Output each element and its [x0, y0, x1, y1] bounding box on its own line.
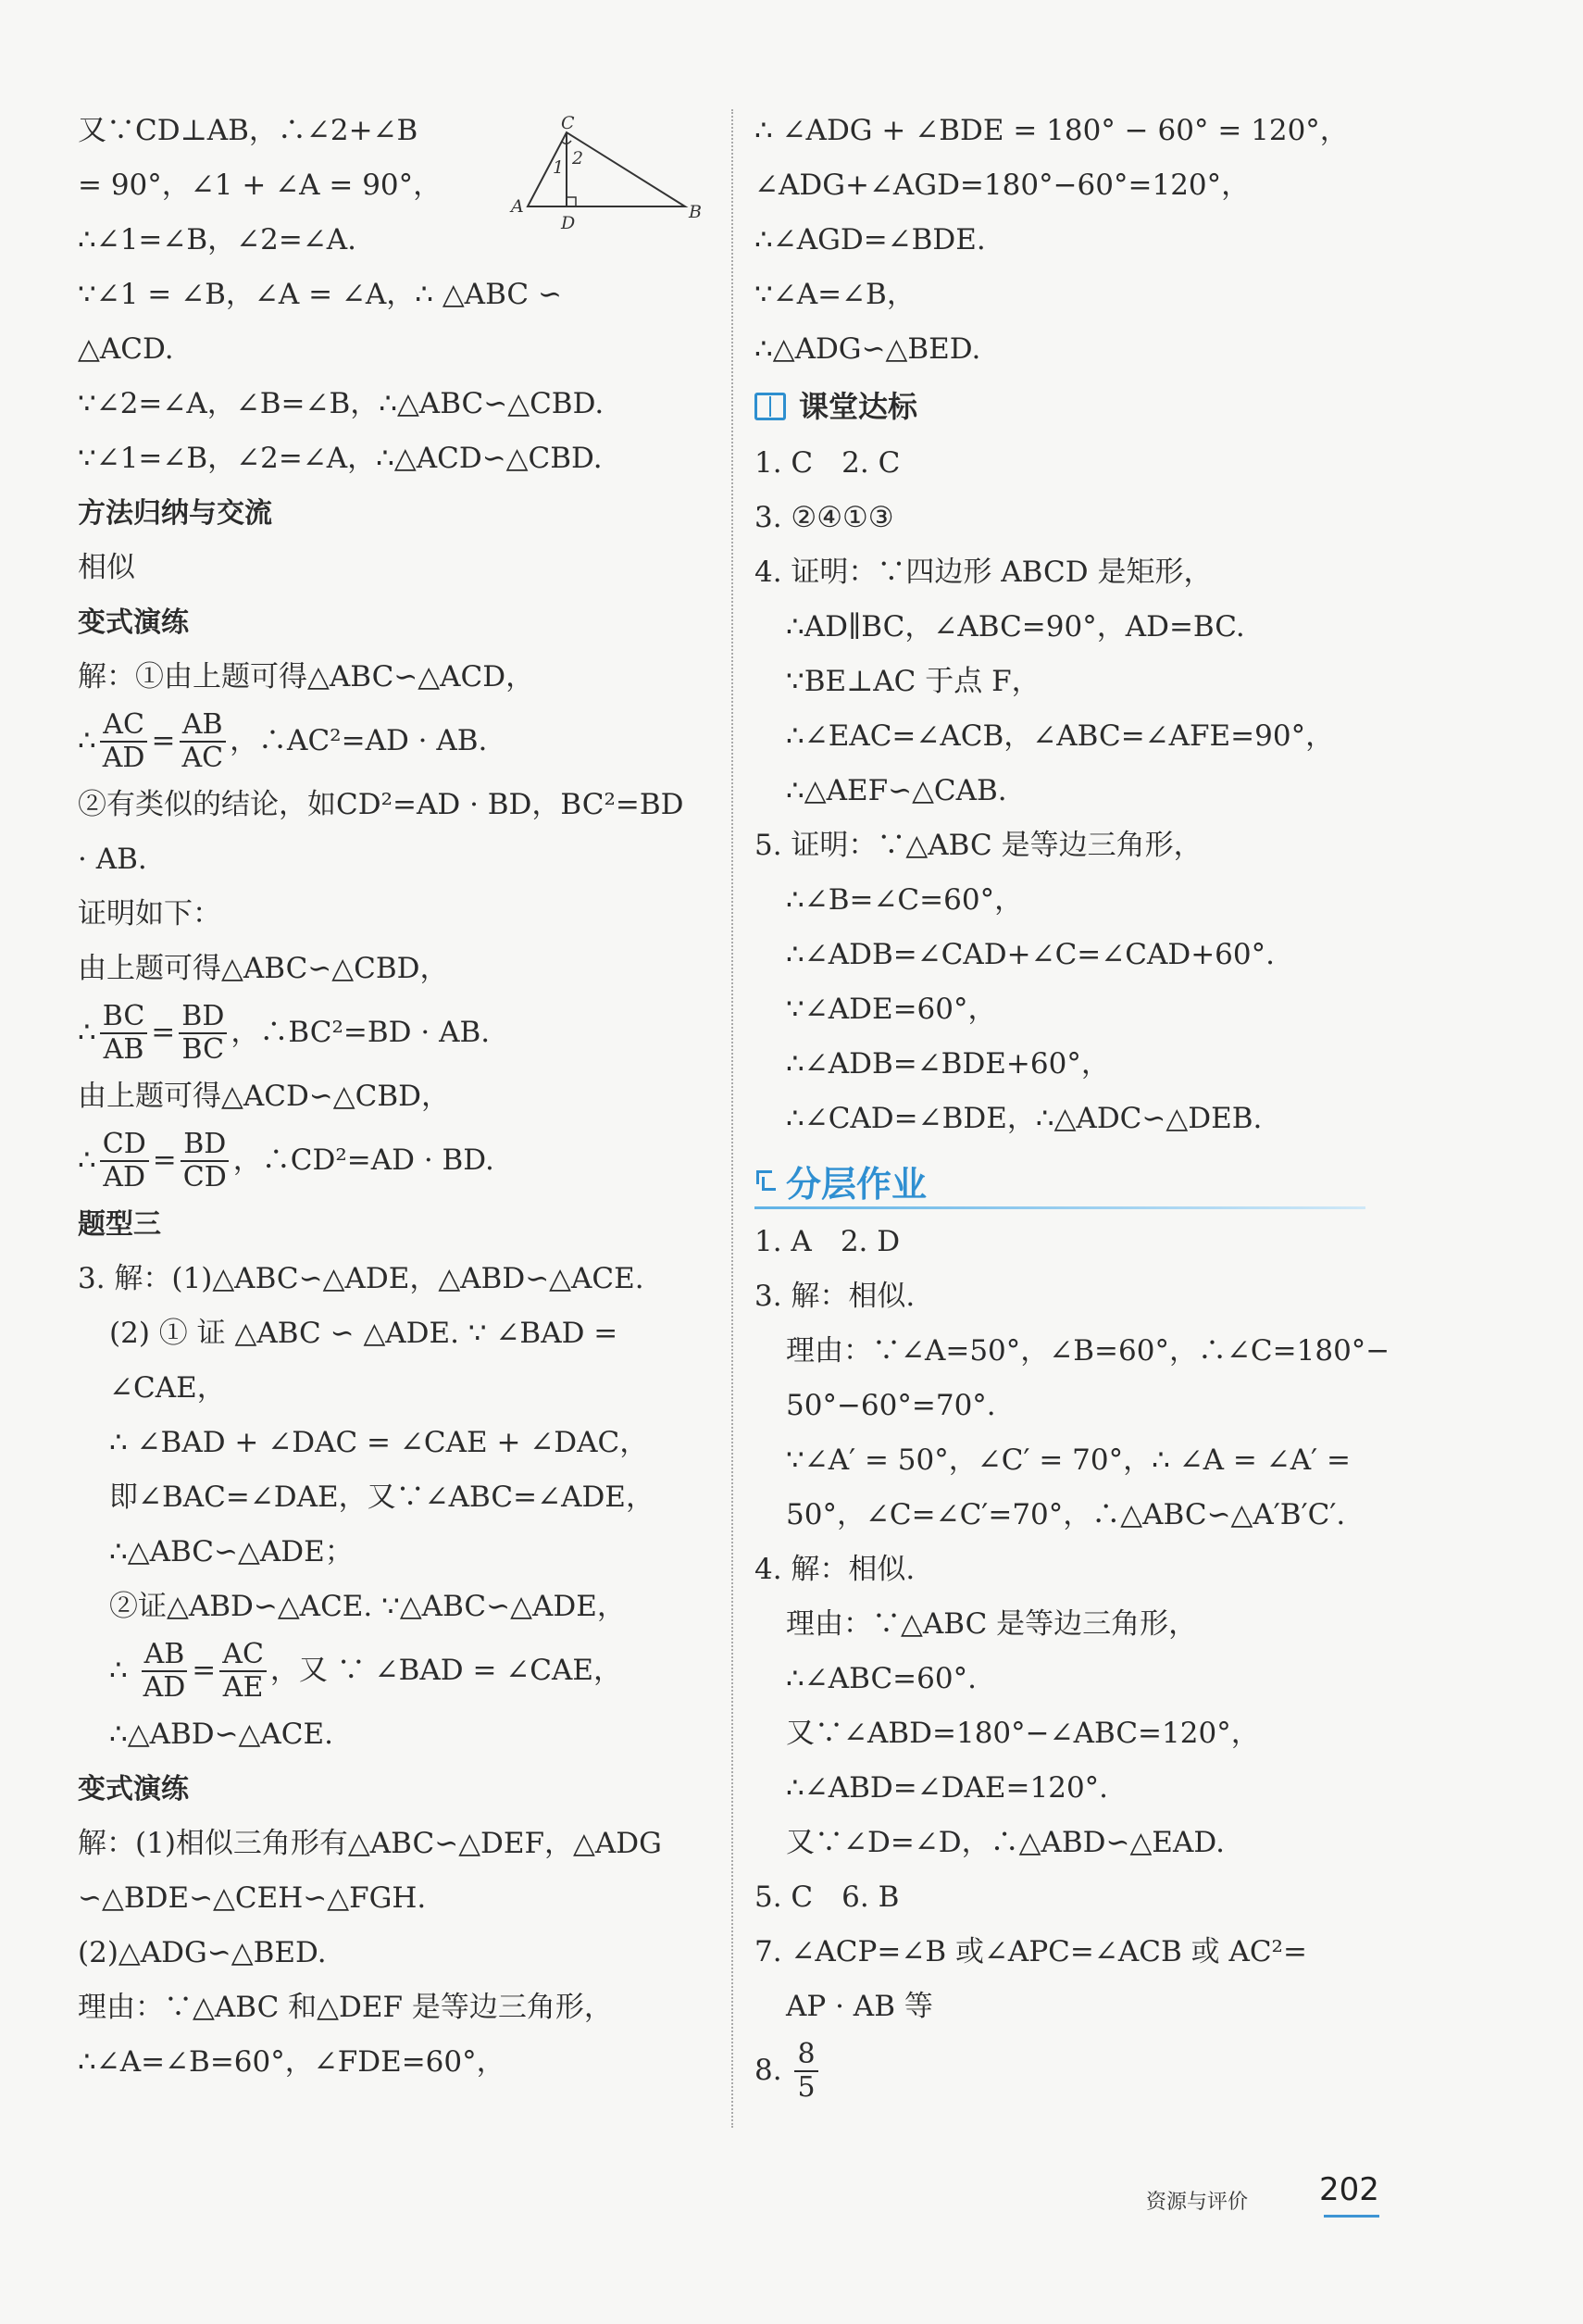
- fraction-line: [78, 1124, 707, 1197]
- text-line: ∴△ABD∽△ACE.: [109, 1718, 333, 1751]
- text-line: 50°−60°=70°.: [786, 1389, 996, 1422]
- denominator: AD: [143, 1670, 186, 1704]
- text-line: ∴△ADG∽△BED.: [754, 332, 981, 366]
- denominator: AC: [181, 741, 224, 774]
- denominator: AB: [103, 1032, 144, 1066]
- right-triangle-figure: [500, 116, 713, 236]
- denominator: AD: [102, 741, 145, 774]
- numerator: BD: [179, 1001, 227, 1034]
- label-b: B: [689, 202, 702, 222]
- text-line: ∠ADG+∠AGD=180°−60°=120°，: [754, 169, 1251, 202]
- text-line: ∴∠ADB=∠BDE+60°，: [786, 1047, 1110, 1081]
- triangle-abc: [528, 132, 685, 206]
- numerator: BC: [100, 1001, 148, 1034]
- section-heading-text: 课堂达标: [799, 389, 918, 424]
- fraction: [141, 1639, 189, 1704]
- text-line: 1. A 2. D: [754, 1225, 901, 1258]
- text-line: ∴ ∠ADG + ∠BDE = 180° − 60° = 120°，: [754, 114, 1349, 147]
- left-column: [78, 104, 707, 2090]
- text-line: 即∠BAC=∠DAE，又∵∠ABC=∠ADE，: [109, 1481, 654, 1514]
- heading-underline: [754, 1206, 1365, 1209]
- label-c: C: [561, 116, 575, 133]
- text-line: 又∵∠D=∠D，∴△ABD∽△EAD.: [786, 1826, 1225, 1859]
- fraction-prefix: ∴: [109, 1654, 137, 1687]
- layers-icon: [754, 1168, 775, 1193]
- text-line: ∵∠ADE=60°，: [786, 993, 997, 1026]
- text-line: ∴∠B=∠C=60°，: [786, 883, 1024, 917]
- fraction: [181, 1129, 230, 1193]
- fraction-suffix: ，又 ∵ ∠BAD = ∠CAE，: [269, 1654, 623, 1687]
- text-line: ∴∠ABC=60°.: [786, 1662, 977, 1695]
- right-column: [754, 104, 1402, 2107]
- subheading: 变式演练: [78, 606, 189, 639]
- text-line: ∴AD∥BC，∠ABC=90°，AD=BC.: [786, 610, 1245, 643]
- text-line: ∵BE⊥AC 于点 F，: [786, 665, 1041, 698]
- text-line: 7. ∠ACP=∠B 或∠APC=∠ACB 或 AC²=: [754, 1935, 1307, 1968]
- text-line: 1. C 2. C: [754, 446, 901, 480]
- text-line: ∴∠ADB=∠CAD+∠C=∠CAD+60°.: [786, 938, 1275, 971]
- fraction: [179, 709, 226, 774]
- fraction-prefix: ∴: [78, 724, 96, 757]
- text-line: ∽△BDE∽△CEH∽△FGH.: [78, 1881, 427, 1915]
- numerator: BD: [181, 1129, 229, 1162]
- text-line: 理由：∵∠A=50°，∠B=60°，∴∠C=180°−: [786, 1334, 1390, 1368]
- text-line: ∴∠AGD=∠BDE.: [754, 223, 986, 256]
- text-line: ∴△ABC∽△ADE；: [109, 1535, 354, 1568]
- text-line: ∴∠CAD=∠BDE，∴△ADC∽△DEB.: [786, 1102, 1263, 1135]
- text-line: 4. 解：相似.: [754, 1553, 916, 1586]
- subheading: 变式演练: [78, 1773, 189, 1805]
- subheading: 方法归纳与交流: [78, 497, 272, 530]
- numerator: AC: [100, 709, 147, 743]
- page-number: 202: [1319, 2171, 1379, 2208]
- text-line: 又∵∠ABD=180°−∠ABC=120°，: [786, 1717, 1260, 1750]
- equals-sign: =: [151, 724, 176, 757]
- text-line: ∵∠1 = ∠B，∠A = ∠A，∴ △ABC ∽: [78, 278, 562, 311]
- text-line: 5. 证明：∵△ABC 是等边三角形，: [754, 829, 1203, 862]
- denominator: AD: [103, 1160, 146, 1193]
- text-line: 50°，∠C=∠C′=70°，∴△ABC∽△A′B′C′.: [786, 1498, 1346, 1531]
- fraction: [179, 1001, 227, 1066]
- fraction: [100, 1001, 148, 1066]
- text-line: ∵∠A=∠B，: [754, 278, 916, 311]
- text-line: ∴△AEF∽△CAB.: [786, 774, 1007, 807]
- numerator: CD: [100, 1129, 149, 1162]
- subheading: 题型三: [78, 1208, 161, 1241]
- text-line: ∠CAE，: [109, 1371, 226, 1405]
- text-line: 相似: [78, 551, 135, 584]
- book-icon: [754, 393, 786, 420]
- fraction: [100, 1129, 149, 1193]
- text-line: (2)△ADG∽△BED.: [78, 1936, 327, 1969]
- text-line: 3. ②④①③: [754, 501, 894, 534]
- fraction-line: [78, 996, 707, 1069]
- denominator: 5: [797, 2070, 816, 2104]
- fraction-line: [754, 2034, 1402, 2107]
- fraction-prefix: ∴: [78, 1143, 96, 1177]
- fraction-suffix: ，∴AC²=AD · AB.: [230, 724, 488, 757]
- fraction-prefix: ∴: [78, 1016, 96, 1049]
- text-line: 解：①由上题可得△ABC∽△ACD，: [78, 660, 535, 693]
- fraction: [100, 709, 148, 774]
- text-line: (2) ① 证 △ABC ∽ △ADE. ∵ ∠BAD =: [109, 1317, 618, 1350]
- text-line: ②有类似的结论，如CD²=AD · BD，BC²=BD: [78, 788, 684, 821]
- text-line: ∴ ∠BAD + ∠DAC = ∠CAE + ∠DAC，: [109, 1426, 649, 1459]
- fraction: [219, 1639, 267, 1704]
- footer-label: 资源与评价: [1146, 2191, 1249, 2214]
- layered-homework-text: 分层作业: [786, 1163, 928, 1205]
- fraction-prefix: 8.: [754, 2054, 792, 2087]
- text-line: ∵∠2=∠A，∠B=∠B，∴△ABC∽△CBD.: [78, 387, 605, 420]
- section-heading: [754, 377, 1402, 436]
- label-d: D: [561, 213, 576, 233]
- label-a: A: [511, 196, 524, 217]
- equals-sign: =: [192, 1654, 217, 1687]
- denominator: BC: [181, 1032, 225, 1066]
- equals-sign: =: [151, 1016, 176, 1049]
- text-line: 证明如下：: [78, 897, 221, 931]
- text-line: 由上题可得△ABC∽△CBD，: [78, 952, 449, 985]
- text-line: AP · AB 等: [786, 1990, 933, 2023]
- denominator: CD: [182, 1160, 227, 1193]
- denominator: AE: [222, 1670, 264, 1704]
- text-line: ∴∠EAC=∠ACB，∠ABC=∠AFE=90°，: [786, 719, 1335, 753]
- text-line: 5. C 6. B: [754, 1880, 900, 1914]
- text-line: 3. 解：(1)△ABC∽△ADE，△ABD∽△ACE.: [78, 1262, 644, 1295]
- text-line: 又∵CD⊥AB，∴∠2+∠B: [78, 114, 418, 147]
- text-line: 3. 解：相似.: [754, 1280, 916, 1313]
- text-line: 由上题可得△ACD∽△CBD，: [78, 1080, 450, 1113]
- fraction-line: [78, 1634, 707, 1707]
- text-line: 理由：∵△ABC 是等边三角形，: [786, 1607, 1198, 1641]
- column-divider: [731, 109, 733, 2128]
- label-angle-2: 2: [572, 148, 584, 169]
- text-line: ∴∠A=∠B=60°，∠FDE=60°，: [78, 2045, 505, 2079]
- label-angle-1: 1: [553, 157, 565, 178]
- text-line: ∵∠1=∠B，∠2=∠A，∴△ACD∽△CBD.: [78, 442, 603, 475]
- text-line: ②证△ABD∽△ACE. ∵△ABC∽△ADE，: [109, 1590, 626, 1623]
- layered-homework-heading: [754, 1146, 1402, 1215]
- text-line: 解：(1)相似三角形有△ABC∽△DEF，△ADG: [78, 1827, 662, 1860]
- text-line: = 90°，∠1 + ∠A = 90°，: [78, 169, 442, 202]
- equals-sign: =: [152, 1143, 177, 1177]
- text-line: · AB.: [78, 843, 147, 876]
- page-number-underline: [1324, 2215, 1379, 2218]
- fraction-suffix: ，∴CD²=AD · BD.: [232, 1143, 494, 1177]
- text-line: ∵∠A′ = 50°，∠C′ = 70°，∴ ∠A = ∠A′ =: [786, 1443, 1351, 1477]
- numerator: AC: [219, 1639, 267, 1672]
- numerator: AB: [142, 1639, 188, 1672]
- fraction: [794, 2039, 817, 2104]
- text-line: ∴∠ABD=∠DAE=120°.: [786, 1771, 1109, 1805]
- text-line: 理由：∵△ABC 和△DEF 是等边三角形，: [78, 1991, 613, 2024]
- text-line: ∴∠1=∠B，∠2=∠A.: [78, 223, 357, 256]
- numerator: AB: [180, 709, 226, 743]
- fraction-suffix: ，∴BC²=BD · AB.: [231, 1016, 491, 1049]
- right-angle-mark: [567, 197, 576, 206]
- fraction-line: [78, 705, 707, 778]
- text-line: △ACD.: [78, 332, 174, 366]
- text-line: 4. 证明：∵四边形 ABCD 是矩形，: [754, 556, 1213, 589]
- numerator: 8: [794, 2039, 817, 2072]
